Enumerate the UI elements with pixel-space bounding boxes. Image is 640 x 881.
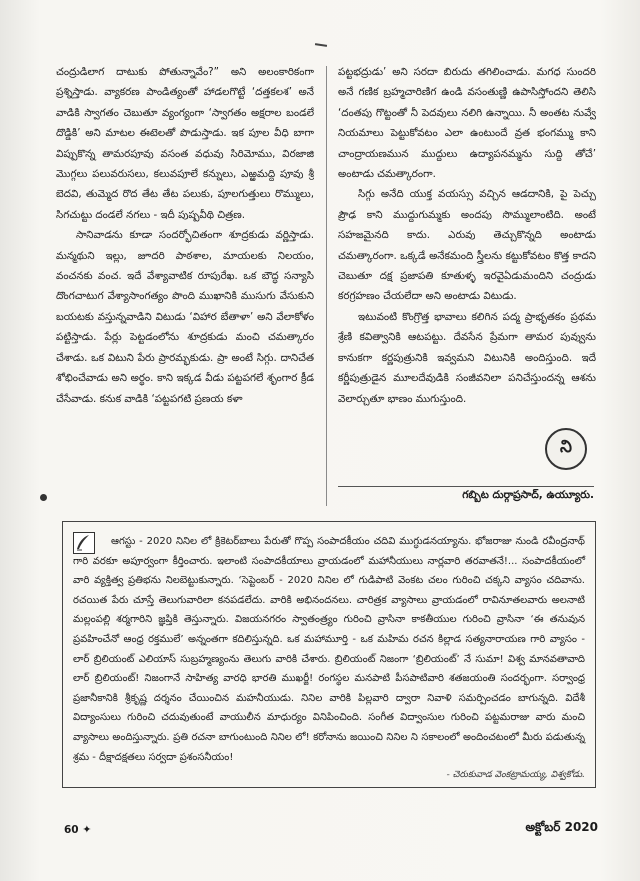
star-icon: ✦ bbox=[82, 823, 92, 836]
page-number bbox=[64, 823, 92, 836]
author-name: గబ్బిట దుర్గాప్రసాద్‌, ఉయ్యూరు. bbox=[462, 489, 594, 501]
page-number-text: 60 bbox=[64, 824, 79, 836]
author-block bbox=[338, 432, 594, 501]
letter-body: ఆగస్టు - 2020 నినిల లో క్రికెటర్‌బాలు పేరుతో గొప్ప సంపాదకీయం చదివి ముగ్ధుడనయ్యాను. భోజరాజు నుండి రవీంద్రనాథ్‌ గారి వరకూ అపూర్వంగా కీర్తించారు. ఇలాంటి సంపాదకీయాలు వ్రాయడంలో మహానీయులు నార్లవారి తరవాతనే!... సంపాదకీయంలో వారి వ్యక్తిత్వ ప్రతిభను నిలబెట్టుకున్నారు. ‘సెప్టెంబర్‌ - 2020 నినిల లో గుడిపాటి వెంకట చలం గురించి చక్కని వ్యాసం చదివాను. రచయిత పేరు చూస్తే తెలుగువారిలా కనపడలేదు. వారికి అభినందనలు. చారిత్రక వ్యాసాలు వ్రాయడంలో రావినూతలవారు అలనాటి మల్లంపల్లి శర్మగారిని జ్ఞప్తికి తెస్తున్నారు. విజయనగరం స్వాతంత్ర్యం గురించి వ్రాసినా కాకతీయుల గురించి వ్రాసినా ‘ఈ తనువున ప్రవహించేనో ఆంధ్ర రక్తములే’ అన్నంతగా కదిలిస్తున్నది. ఒక మహామూర్తి - ఒక మహిమ రచన కిల్లాడ సత్యనారాయణ గారి వ్యాసం - లార్‌ బ్రిలియంట్‌ ఎలియాస్‌ సుబ్రహ్మణ్యంను తెలుగు వారికి చేశారు. బ్రిలియంట్‌ నిజంగా ‘బ్రిలియంట్’ నే సుమా! విశ్వ మానవతావాది లార్‌ బ్రిలియంట్‌! నిజంగానే సాహిత్య వారధి భారతి ముఖర్జీ! రంగస్థల మనపాటి పీసపాటివారి శతజయంతి సందర్భంగా. సర్వాంధ్ర ప్రజానీకానికి శ్రీకృష్ణ దర్శనం చేయించిన మహనీయుడు. నినిల వారికి పిల్లవారి ద్వారా నివాళి సమర్పించడం బాగున్నది. విదేశీ విద్యాంసులు గురించి చదువుతుంటే వాయులీన మాధుర్యం వినిపించింది. సంగీత విద్వాంసుల గురించి పట్టమరాజు వారు మంచి వ్యాసాలు అందిస్తున్నారు. ప్రతి రచనా బాగుంటుంది నినిల లో! కరోనాను జయించి నినిల ని సకాలంలో అందించటంలో మీరు పడుతున్న శ్రమ - దీక్షాదక్షతలు సర్వదా ప్రశంసనీయం! bbox=[73, 536, 585, 763]
scan-mark bbox=[315, 43, 327, 47]
bullet-mark bbox=[40, 494, 47, 501]
article-paragraph: చంద్రుడిలాగ దాటుకు పోతున్నావేం?” అని అలంకారికంగా ప్రశ్నిస్తాడు. వ్యాకరణ పాండిత్యంతో హాడలగొట్టే ‘దత్తకలశ’ అనే వాడికి స్వాగతం చెబుతూ వ్యంగ్యంగా ‘స్వాగతం అక్షరాల బండలే దొడ్డికి’ అని మాటల ఈటెలతో పొడుస్తాడు. ఇక పూల వీధి బాగా విప్పుకొన్న తామరపూవు వసంత వధువు సిరిమోము, విరజాజి మొగ్గలు పలువరుసలు, కలువపూలే కన్నులు, ఎఱ్ఱమద్ది పూవు శ్రీ బెదవి, తుమ్మెద రొద తేట తేట పలుకు, పూలగుత్తులు రొమ్ములు, సిగచుట్టు దండలే నగలు - ఇదీ పుష్పవీథి చిత్రణ. bbox=[56, 66, 314, 221]
quill-pen-icon bbox=[73, 532, 95, 554]
article-paragraph: సిగ్గు అనేది యుక్త వయస్సు వచ్చిన ఆడదానికి, పై పెచ్చు ప్రౌఢ కాని ముద్దుగుమ్మకు అందపు సొమ్ములాంటిది. అంటే సహజమైనది కాదు. ఎరువు తెచ్చుకొన్నది అంటాడు చమత్కారంగా. ఒక్కడే అనేకమంది స్త్రీలను కట్టుకోవటం కొత్త కాదని చెబుతూ దక్ష ప్రజాపతి కూతుళ్ళ ఇరవైఏడుమందిని చంద్రుడు కరగ్రహణం చేయలేదా అని అంటాడు విటుడు. bbox=[338, 188, 596, 303]
article-paragraph: పట్టభద్రుడు’ అని సరదా బిరుదు తగిలించాడు. మగధ సుందరి అనే గణిక బ్రహ్మచారిణిగ ఉండి వసంతుణ్ణి ఉపాసిస్తోందని తెలిసి ‘దంతపు గొట్టంతో నీ పెదవులు నలిగి ఉన్నాయి. నీ అంతట నువ్వే నియమాలు పెట్టుకోవటం ఎలా ఉంటుందే వ్రత భంగమ్ము కాని చాంద్రాయణమున ముద్దులు ఉద్యాపనమ్మను సుద్ది తోచే’ అంటాడు చమత్కారంగా. bbox=[338, 66, 596, 181]
magazine-logo-icon bbox=[545, 428, 587, 470]
letter-signature: - చెరుకువాడ వెంకట్రామయ్య, విశ్వకోడు. bbox=[446, 770, 585, 781]
article-paragraph: సానివాడను కూడా సందర్భోచితంగా శూద్రకుడు వర్ణిస్తాడు. మన్మథుని ఇల్లు, జూదరి పాఠశాల, మాయలకు నిలయం, వంచనకు వంచ. ఇదే వేశ్యావాటిక రూపురేఖ. ఒక బౌద్ధ సన్యాసి దొంగచాటుగ వేశ్యాసాంగత్యం పొంది ముఖానికి ముసుగు వేసుకుని బయటకు వస్తున్నవాడిని విటుడు ‘విహార బేతాళా’ అని వేలాకోళం పట్టిస్తాడు. పేర్లు పెట్టడంలోను శూద్రకుడు మంచి చమత్కారం చేశాడు. ఒక విటుని పేరు ప్రారమ్భకుడు. ప్రా అంటే సిగ్గు. దానిచేత శోభించేవాడు అని అర్థం. కాని ఇక్కడ వీడు పట్టపగలే శృంగార క్రీడ చేసేవాడు. కనుక వాడికి ‘పట్టపగటి ప్రణయ కళా bbox=[56, 229, 314, 405]
issue-date: అక్టోబర్‌ 2020 bbox=[525, 820, 598, 834]
column-divider bbox=[326, 66, 327, 506]
reader-letter-box bbox=[62, 521, 596, 788]
left-column bbox=[56, 62, 314, 507]
logo-letter: ని bbox=[560, 437, 572, 457]
article-paragraph: ఇటువంటి కొంగ్రొత్త భావాలు కలిగిన పద్మ ప్రాభృతకం ప్రథమ శ్రేణి కవిత్వానికి ఆటపట్టు. దేవసేన ప్రేమగా తామర పువ్వును కానుకగా కర్ణపుత్రునికి ఇవ్వమని విటునికి అందిస్తుంది. ఇదే కర్ణీపుత్రుడైన మూలదేవుడికి సంజీవనిలా పనిచేస్తుందన్న ఆశను వెలార్చుతూ భాణం ముగుస్తుంది. bbox=[338, 310, 596, 405]
